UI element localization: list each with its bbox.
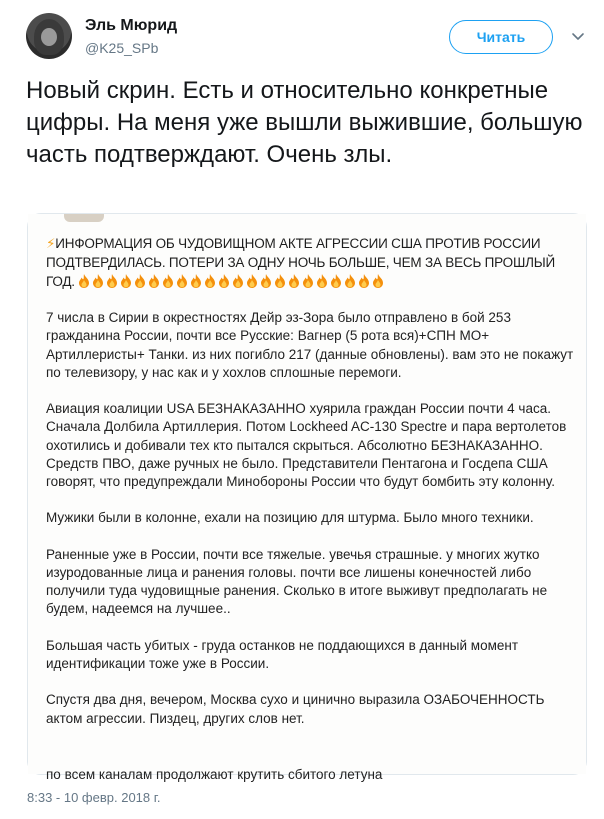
fire-icon <box>106 274 118 288</box>
fire-icons-row <box>78 274 386 289</box>
image-cut-off-line: по всем каналам продолжают крутить сбитого летуна <box>46 767 383 782</box>
image-paragraphs <box>46 309 576 728</box>
fire-icon <box>120 274 132 288</box>
tweet-media-image[interactable] <box>27 213 587 782</box>
image-paragraph: Большая часть убитых - груда останков не поддающихся в данный момент идентификации тоже уже в России. <box>46 637 519 671</box>
avatar[interactable] <box>26 13 72 59</box>
fire-icon <box>176 274 188 288</box>
image-paragraph: Мужики были в колонне, ехали на позицию для штурма. Было много техники. <box>46 510 534 526</box>
fire-icon <box>148 274 160 288</box>
fire-icon <box>218 274 230 288</box>
lightning-icon: ⚡ <box>46 236 56 251</box>
fire-icon <box>330 274 342 288</box>
image-text-block <box>46 234 576 746</box>
fire-icon <box>260 274 272 288</box>
image-headline-text: ИНФОРМАЦИЯ ОБ ЧУДОВИЩНОМ АКТЕ АГРЕССИИ США ПРОТИВ РОССИИ ПОДТВЕРДИЛАСЬ. ПОТЕРИ ЗА ОДНУ НОЧЬ БОЛЬШЕ, ЧЕМ ЗА ВЕСЬ ПРОШЛЫЙ ГОД. <box>46 236 556 289</box>
fire-icon <box>204 274 216 288</box>
fire-icon <box>246 274 258 288</box>
tweet-timestamp[interactable]: 8:33 - 10 февр. 2018 г. <box>27 790 161 805</box>
fire-icon <box>92 274 104 288</box>
fire-icon <box>288 274 300 288</box>
fire-icon <box>162 274 174 288</box>
fire-icon <box>358 274 370 288</box>
avatar-face <box>41 28 57 46</box>
fire-icon <box>302 274 314 288</box>
image-paragraph: Спустя два дня, вечером, Москва сухо и цинично выразила ОЗАБОЧЕННОСТЬ актом агрессии. Пиздец, других слов нет. <box>46 692 545 726</box>
author-handle[interactable]: @K25_SPb <box>85 40 159 56</box>
fire-icon <box>190 274 202 288</box>
fire-icon <box>344 274 356 288</box>
fire-icon <box>78 274 90 288</box>
fire-icon <box>232 274 244 288</box>
follow-button[interactable]: Читать <box>449 20 553 54</box>
fire-icon <box>372 274 384 288</box>
fire-icon <box>274 274 286 288</box>
screenshot-image-content <box>28 214 586 782</box>
image-top-fragment <box>64 214 104 222</box>
image-headline-block <box>46 234 576 291</box>
fire-icon <box>316 274 328 288</box>
author-display-name[interactable]: Эль Мюрид <box>85 17 178 34</box>
image-headline <box>46 234 576 291</box>
image-paragraph: Авиация коалиции USA БЕЗНАКАЗАННО хуярила граждан России почти 4 часа. Сначала Долбила Артиллерия. Потом Lockheed AC-130 Spectre и пара вертолетов охотились и добивали тех кто пытался скрыться. Абсолютно БЕЗНАКАЗАННО. Средств ПВО, даже ручных не было. Представители Пентагона и Госдепа США говорят, что предупреждали Минобороны России что будут бомбить эту колонну. <box>46 401 567 489</box>
chevron-down-icon[interactable] <box>570 28 586 44</box>
image-paragraph: Раненные уже в России, почти все тяжелые. увечья страшные. у многих жутко изуродованные лица и ранения головы. почти все лишены конечностей либо получили туда чудовищные ранения. Сколько в итоге выживут предполагать не будем, надеемся на лучшее.. <box>46 546 548 617</box>
image-paragraph: 7 числа в Сирии в окрестностях Дейр эз-Зора было отправлено в бой 253 гражданина России, почти все Русские: Вагнер (5 рота вся)+СПН МО+ Артиллеристы+ Танки. из них погибло 217 (данные обновлены). вам это не покажут по телевизору, у нас как и у хохлов сплошные перемоги. <box>46 310 574 380</box>
fire-icon <box>134 274 146 288</box>
tweet-text: Новый скрин. Есть и относительно конкретные цифры. На меня уже вышли выжившие, большую часть подтверждают. Очень злы. <box>26 77 583 168</box>
